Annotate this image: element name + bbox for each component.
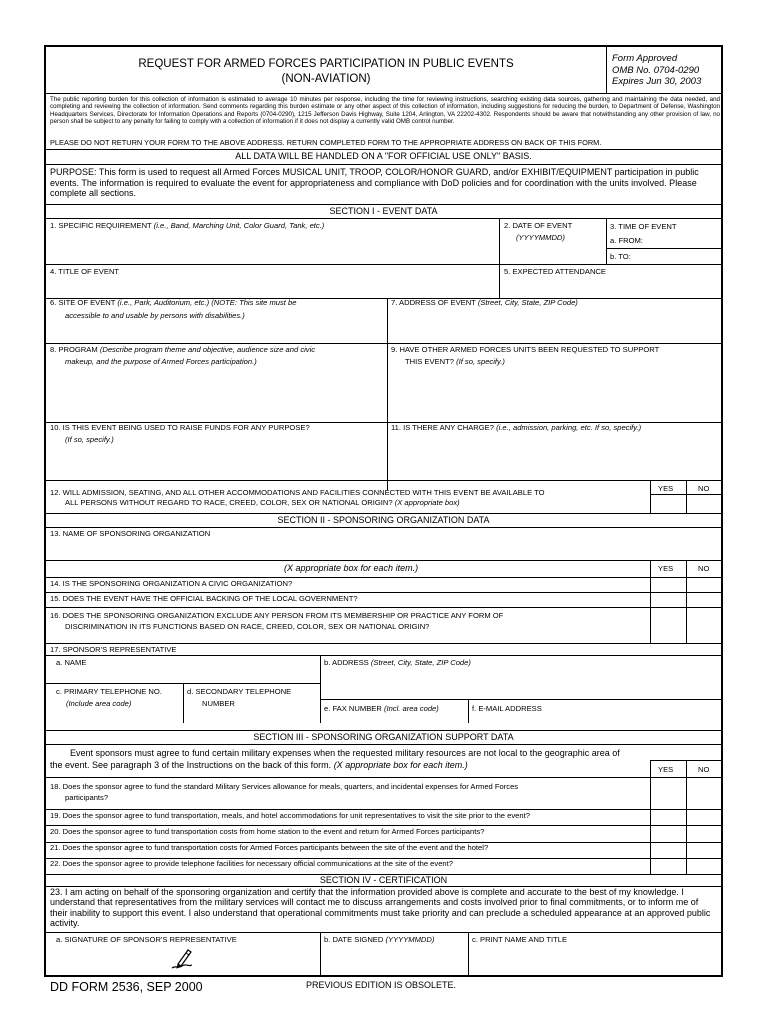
q16-yes-box[interactable] — [651, 608, 685, 642]
q14-yes-box[interactable] — [651, 578, 685, 591]
field-20-label: 20. Does the sponsor agree to fund transportation costs from home station to the event and return for Armed Forces participants? — [50, 827, 485, 836]
field-18-line2: participants? — [65, 793, 109, 802]
section-3-title: SECTION III - SPONSORING ORGANIZATION SUPPORT DATA — [253, 732, 514, 742]
dd-form-2536 — [44, 45, 723, 977]
omb-block: Form Approved OMB No. 0704-0290 Expires Jun 30, 2003 — [612, 53, 702, 87]
q22-yes-box[interactable] — [651, 859, 685, 873]
field-3-label: 3. TIME OF EVENT — [610, 222, 677, 231]
q14-no-box[interactable] — [687, 578, 721, 591]
field-17d-line2: NUMBER — [202, 699, 235, 708]
field-4-label: 4. TITLE OF EVENT — [50, 267, 120, 276]
q19-no-box[interactable] — [687, 810, 721, 824]
field-17c-hint: (Include area code) — [66, 699, 132, 708]
field-2-hint: (YYYYMMDD) — [516, 233, 565, 242]
section-2-title: SECTION II - SPONSORING ORGANIZATION DATA — [277, 515, 490, 525]
field-10-label: 10. IS THIS EVENT BEING USED TO RAISE FUNDS FOR ANY PURPOSE? — [50, 423, 310, 432]
field-8-hint: makeup, and the purpose of Armed Forces participation.) — [65, 357, 257, 366]
q19-yes-box[interactable] — [651, 810, 685, 824]
q18-no-box[interactable] — [687, 778, 721, 808]
field-16-line1: 16. DOES THE SPONSORING ORGANIZATION EXCLUDE ANY PERSON FROM ITS MEMBERSHIP OR PRACTICE ANY FORM OF — [50, 611, 504, 620]
fouo-notice: ALL DATA WILL BE HANDLED ON A "FOR OFFICIAL USE ONLY" BASIS. — [235, 151, 532, 161]
edition-notice: PREVIOUS EDITION IS OBSOLETE. — [306, 980, 457, 990]
field-5-label: 5. EXPECTED ATTENDANCE — [504, 267, 606, 276]
form-title: REQUEST FOR ARMED FORCES PARTICIPATION IN PUBLIC EVENTS — [138, 58, 514, 70]
q20-yes-box[interactable] — [651, 826, 685, 841]
field-17f-label: f. E-MAIL ADDRESS — [472, 704, 542, 713]
section-2-x-hint: (X appropriate box for each item.) — [284, 563, 419, 573]
field-23c-label: c. PRINT NAME AND TITLE — [472, 935, 568, 944]
field-15-label: 15. DOES THE EVENT HAVE THE OFFICIAL BACKING OF THE LOCAL GOVERNMENT? — [50, 594, 358, 603]
field-13-label: 13. NAME OF SPONSORING ORGANIZATION — [50, 529, 211, 538]
field-17b-label: b. ADDRESS (Street, City, State, ZIP Code) — [324, 658, 471, 667]
field-14-label: 14. IS THE SPONSORING ORGANIZATION A CIVIC ORGANIZATION? — [50, 579, 293, 588]
field-23b-label: b. DATE SIGNED (YYYYMMDD) — [324, 935, 435, 944]
field-21-label: 21. Does the sponsor agree to fund transportation costs for Armed Forces participants between the site of the event and the hotel? — [50, 843, 489, 852]
field-3b-to: b. TO: — [610, 252, 631, 261]
burden-statement: The public reporting burden for this collection of information is estimated to average 10 minutes per response, including the time for reviewing instructions, searching existing data sources, gathering and maintaining the data needed, and completing and reviewing the collection of information. Send comments regarding this burden estimate or any other aspect of this collection of information, including suggestions for reducing the burden, to Department of Defense, Washington Headquarters Services, Directorate for Information Operations and Reports (0704-0290), 1215 Jefferson Davis Highway, Suite 1204, Arlington, VA 22202-4302. Respondents should be aware that notwithstanding any other provision of law, no person shall be subject to any penalty for failing to comply with a collection of information if it does not display a currently valid OMB control number. — [50, 96, 720, 125]
s3-no-header: NO — [698, 765, 710, 774]
field-17c-label: c. PRIMARY TELEPHONE NO. — [56, 687, 162, 696]
s3-yes-header: YES — [658, 765, 674, 774]
field-3a-from: a. FROM: — [610, 236, 643, 245]
field-12-line1: 12. WILL ADMISSION, SEATING, AND ALL OTHER ACCOMMODATIONS AND FACILITIES CONNECTED WITH THIS EVENT BE AVAILABLE TO — [50, 488, 545, 497]
q20-no-box[interactable] — [687, 826, 721, 841]
q21-yes-box[interactable] — [651, 843, 685, 857]
section-3-intro: Event sponsors must agree to fund certain military expenses when the requested military resources are not local to the geographic area of the event. See paragraph 3 of the Instructions on the back of this form. (X appropriate box for each item.) — [50, 748, 620, 770]
field-17-label: 17. SPONSOR'S REPRESENTATIVE — [50, 645, 177, 654]
field-10-hint: (If so, specify.) — [65, 435, 114, 444]
field-17d-label: d. SECONDARY TELEPHONE — [187, 687, 292, 696]
q12-no-header: NO — [698, 484, 710, 493]
field-2-label: 2. DATE OF EVENT — [504, 221, 573, 230]
q12-no-box[interactable] — [687, 495, 721, 512]
q22-no-box[interactable] — [687, 859, 721, 873]
field-6-label: 6. SITE OF EVENT (i.e., Park, Auditorium, etc.) (NOTE: This site must be — [50, 298, 297, 307]
field-16-line2: DISCRIMINATION IN ITS FUNCTIONS BASED ON RACE, CREED, COLOR, SEX OR NATIONAL ORIGIN? — [65, 622, 430, 631]
certification-statement: 23. I am acting on behalf of the sponsoring organization and certify that the information provided above is complete and accurate to the best of my knowledge. I understand that representatives from the military services will contact me to discuss arrangements and costs involved prior to final commitments, or to inform me of their inability to support this event. I also understand that operational commitments must take priority and can preclude a scheduled appearance at an approved public activity. — [50, 887, 711, 928]
field-8-label: 8. PROGRAM (Describe program theme and objective, audience size and civic — [50, 345, 316, 354]
field-1-label: 1. SPECIFIC REQUIREMENT (i.e., Band, Marching Unit, Color Guard, Tank, etc.) — [50, 221, 325, 230]
field-11-label: 11. IS THERE ANY CHARGE? (i.e., admission, parking, etc. If so, specify.) — [391, 423, 642, 432]
q15-yes-box[interactable] — [651, 593, 685, 606]
field-6-hint: accessible to and usable by persons with disabilities.) — [65, 311, 245, 320]
field-12-line2: ALL PERSONS WITHOUT REGARD TO RACE, CREED, COLOR, SEX OR NATIONAL ORIGIN? (X appropriate box) — [65, 498, 460, 507]
field-9-line2: THIS EVENT? (If so, specify.) — [405, 357, 505, 366]
q16-no-box[interactable] — [687, 608, 721, 642]
field-7-label: 7. ADDRESS OF EVENT (Street, City, State, ZIP Code) — [391, 298, 578, 307]
q18-yes-box[interactable] — [651, 778, 685, 808]
field-19-label: 19. Does the sponsor agree to fund transportation, meals, and hotel accommodations for unit representatives to visit the site prior to the event? — [50, 811, 530, 820]
q21-no-box[interactable] — [687, 843, 721, 857]
section-1-title: SECTION I - EVENT DATA — [329, 206, 438, 216]
s2-no-header: NO — [698, 564, 710, 573]
form-subtitle: (NON-AVIATION) — [281, 73, 371, 85]
field-18-line1: 18. Does the sponsor agree to fund the standard Military Services allowance for meals, quarters, and incidental expenses for Armed Forces — [50, 782, 519, 791]
section-4-title: SECTION IV - CERTIFICATION — [319, 875, 448, 885]
q12-yes-box[interactable] — [651, 495, 685, 512]
field-17a-label: a. NAME — [56, 658, 87, 667]
return-notice: PLEASE DO NOT RETURN YOUR FORM TO THE ABOVE ADDRESS. RETURN COMPLETED FORM TO THE APPROPRIATE ADDRESS ON BACK OF THIS FORM. — [50, 138, 602, 147]
s2-yes-header: YES — [658, 564, 674, 573]
field-9-label: 9. HAVE OTHER ARMED FORCES UNITS BEEN REQUESTED TO SUPPORT — [391, 345, 660, 354]
form-identifier: DD FORM 2536, SEP 2000 — [50, 980, 203, 994]
pen-signature-icon[interactable] — [168, 945, 196, 973]
field-22-label: 22. Does the sponsor agree to provide telephone facilities for necessary official communications at the site of the event? — [50, 859, 453, 868]
field-23a-label: a. SIGNATURE OF SPONSOR'S REPRESENTATIVE — [56, 935, 237, 944]
q12-yes-header: YES — [658, 484, 674, 493]
q15-no-box[interactable] — [687, 593, 721, 606]
field-17e-label: e. FAX NUMBER (Incl. area code) — [324, 704, 439, 713]
purpose-statement: PURPOSE: This form is used to request all Armed Forces MUSICAL UNIT, TROOP, COLOR/HONOR GUARD, and/or EXHIBIT/EQUIPMENT participation in public events. The information is required to evaluate the event for appropriateness and compliance with DoD policies and for coordination with the units involved. Please complete all sections. — [50, 167, 699, 198]
